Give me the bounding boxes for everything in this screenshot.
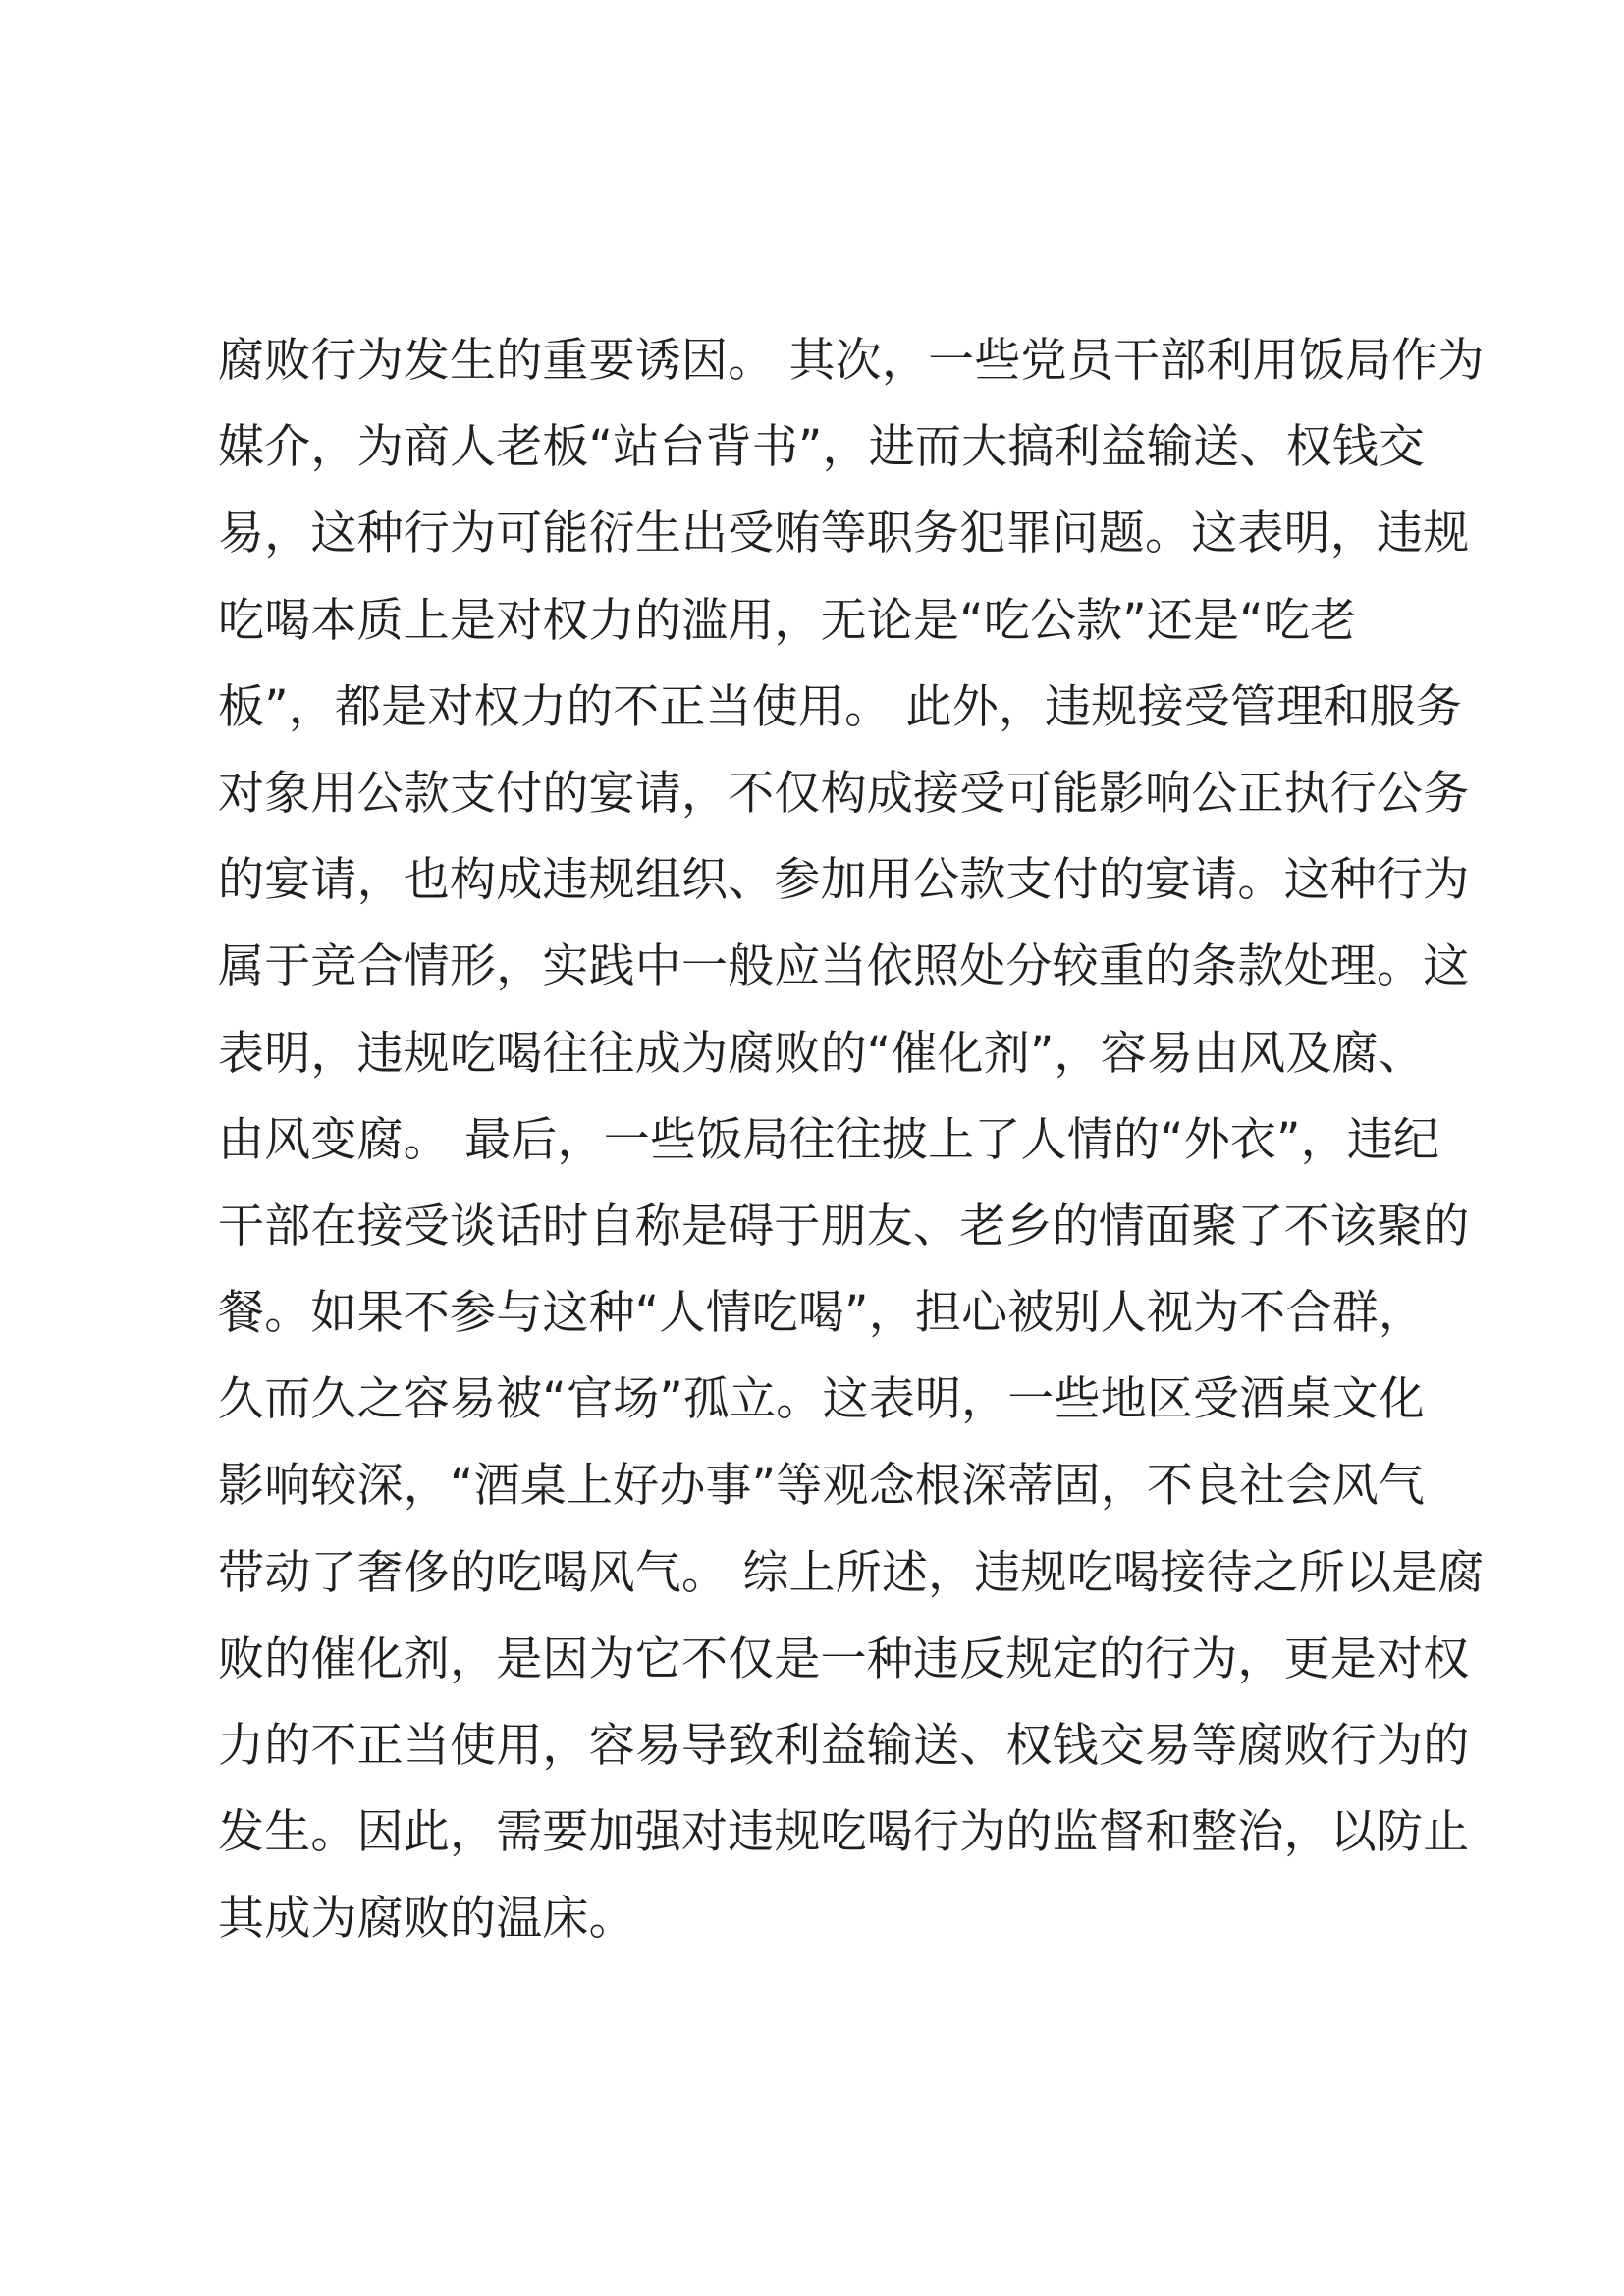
text-line: 板”，都是对权力的不正当使用。 此外，违规接受管理和服务 (218, 679, 1462, 734)
text-line: 其成为腐败的温床。 (218, 1892, 635, 1947)
text-line: 败的催化剂，是因为它不仅是一种违反规定的行为，更是对权 (218, 1631, 1470, 1686)
text-line: 影响较深，“酒桌上好办事”等观念根深蒂固，不良社会风气 (218, 1459, 1426, 1514)
text-line: 久而久之容易被“官场”孤立。这表明，一些地区受酒桌文化 (218, 1372, 1426, 1427)
text-line: 干部在接受谈话时自称是碍于朋友、老乡的情面聚了不该聚的 (218, 1199, 1470, 1254)
text-line: 媒介，为商人老板“站台背书”，进而大搞利益输送、权钱交 (218, 420, 1426, 475)
text-line: 餐。如果不参与这种“人情吃喝”，担心被别人视为不合群， (218, 1286, 1426, 1341)
text-line: 易，这种行为可能衍生出受贿等职务犯罪问题。这表明，违规 (218, 507, 1470, 561)
text-line: 腐败行为发生的重要诱因。 其次，一些党员干部利用饭局作为 (218, 334, 1485, 388)
text-line: 力的不正当使用，容易导致利益输送、权钱交易等腐败行为的 (218, 1719, 1470, 1773)
body-paragraph (218, 318, 1485, 1963)
text-line: 由风变腐。 最后，一些饭局往往披上了人情的“外衣”，违纪 (218, 1112, 1440, 1167)
text-line: 带动了奢侈的吃喝风气。 综上所述，违规吃喝接待之所以是腐 (218, 1545, 1485, 1600)
text-line: 的宴请，也构成违规组织、参加用公款支付的宴请。这种行为 (218, 853, 1470, 908)
text-line: 表明，违规吃喝往往成为腐败的“催化剂”，容易由风及腐、 (218, 1026, 1426, 1081)
text-line: 吃喝本质上是对权力的滥用，无论是“吃公款”还是“吃老 (218, 593, 1357, 648)
text-line: 发生。因此，需要加强对违规吃喝行为的监督和整治，以防止 (218, 1805, 1470, 1860)
text-line: 对象用公款支付的宴请，不仅构成接受可能影响公正执行公务 (218, 766, 1470, 821)
text-line: 属于竞合情形，实践中一般应当依照处分较重的条款处理。这 (218, 939, 1470, 994)
